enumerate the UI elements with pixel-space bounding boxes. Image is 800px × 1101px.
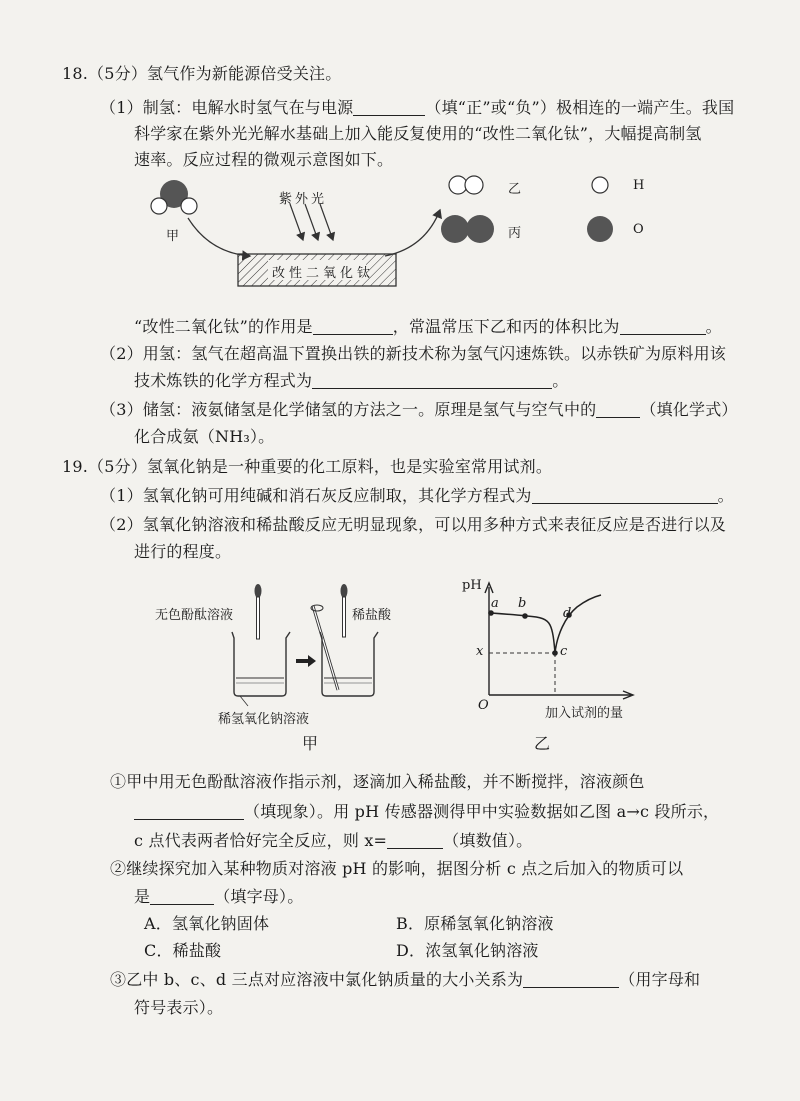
q19-s2-text-b: （填字母）。	[214, 887, 304, 906]
label-point-a: a	[491, 596, 499, 611]
q19-s2-text-a: 是	[134, 887, 151, 906]
answer-blank[interactable]	[620, 318, 706, 335]
reaction-diagram	[140, 168, 660, 303]
q18-p1-text-a: （1）制氢：电解水时氢气在与电源	[100, 98, 354, 117]
label-point-b: b	[518, 596, 527, 611]
q19-p1-text-a: （1）氢氧化钠可用纯碱和消石灰反应制取，其化学方程式为	[100, 486, 532, 505]
water-molecule	[151, 180, 197, 214]
option-a[interactable]: A．氢氧化钠固体	[144, 914, 270, 933]
answer-blank[interactable]	[150, 888, 214, 905]
q19-s1-line1: ①甲中用无色酚酞溶液作指示剂，逐滴加入稀盐酸，并不断搅拌，溶液颜色	[110, 772, 645, 791]
point-c	[552, 650, 558, 656]
q18-part2-line2	[134, 370, 568, 392]
q19-part1	[100, 485, 734, 507]
beaker-left	[232, 632, 290, 696]
q18-p2-text-b: 。	[552, 371, 569, 390]
answer-blank[interactable]	[596, 401, 640, 418]
dropper-left	[255, 584, 262, 639]
q18-p3-text-b: （填化学式）	[640, 400, 738, 419]
label-phenolphthalein: 无色酚酞溶液	[155, 608, 234, 623]
label-point-c: c	[560, 644, 568, 659]
answer-blank[interactable]	[353, 99, 425, 116]
answer-blank[interactable]	[387, 832, 443, 849]
q18-part1-line3: 速率。反应过程的微观示意图如下。	[134, 150, 394, 169]
label-yi: 乙	[508, 182, 522, 197]
q18-p1-text-c: “改性二氧化钛”的作用是	[134, 317, 313, 336]
q19-part2-line2: 进行的程度。	[134, 542, 232, 561]
label-naoh-solution: 稀氢氧化钠溶液	[218, 712, 310, 727]
label-catalyst: 改性二氧化钛	[272, 266, 375, 281]
q19-s2-line2	[134, 886, 303, 908]
q19-part2-line1: （2）氢氧化钠溶液和稀盐酸反应无明显现象，可以用多种方式来表征反应是否进行以及	[100, 515, 726, 534]
point-a	[488, 610, 494, 616]
legend-o: O	[633, 222, 644, 237]
q19-title: 19.（5分）氢氧化钠是一种重要的化工原料，也是实验室常用试剂。	[62, 457, 553, 476]
q18-p1-text-e: 。	[705, 317, 722, 336]
q19-s1-text-a: （填现象）。用 pH 传感器测得甲中实验数据如乙图 a→c 段所示，	[244, 802, 720, 821]
axis-label-ph: pH	[462, 578, 482, 593]
q19-s2-line1: ②继续探究加入某种物质对溶液 pH 的影响，据图分析 c 点之后加入的物质可以	[110, 859, 684, 878]
option-d[interactable]: D．浓氢氧化钠溶液	[396, 941, 539, 960]
q19-s3-text-b: （用字母和	[619, 970, 701, 989]
arrow-right	[385, 210, 440, 256]
q18-part3-line1	[100, 399, 738, 421]
caption-yi: 乙	[534, 734, 551, 753]
q18-part1-line1	[100, 97, 734, 119]
option-c[interactable]: C．稀盐酸	[144, 941, 222, 960]
q18-part2-line1: （2）用氢：氢气在超高温下置换出铁的新技术称为氢气闪速炼铁。以赤铁矿为原料用该	[100, 344, 726, 363]
label-point-d: d	[563, 606, 572, 621]
q19-p1-text-b: 。	[717, 486, 734, 505]
caption-jia: 甲	[302, 734, 319, 753]
arrow-left	[188, 218, 250, 256]
label-uv: 紫外光	[279, 192, 328, 207]
q18-part3-line2: 化合成氨（NH₃）。	[134, 427, 275, 446]
q19-s3-line2: 符号表示）。	[134, 998, 224, 1017]
q18-title: 18.（5分）氢气作为新能源倍受关注。	[62, 64, 342, 83]
q18-part1-line2: 科学家在紫外光光解水基础上加入能反复使用的“改性二氧化钛”，大幅提高制氢	[134, 124, 702, 143]
answer-blank[interactable]	[532, 487, 718, 504]
legend-h: H	[633, 178, 645, 193]
q19-s1-line3	[134, 830, 532, 852]
dropper-right	[341, 584, 348, 637]
answer-blank[interactable]	[523, 971, 619, 988]
label-bing: 丙	[508, 226, 522, 241]
q18-p1-text-b: （填“正”或“负”）极相连的一端产生。我国	[425, 98, 735, 117]
process-arrow	[296, 655, 316, 667]
q19-s3-line1	[110, 969, 700, 991]
label-jia: 甲	[166, 229, 180, 244]
q18-p3-text-a: （3）储氢：液氨储氢是化学储氢的方法之一。原理是氢气与空气中的	[100, 400, 597, 419]
answer-blank[interactable]	[313, 318, 393, 335]
q19-s3-text-a: ③乙中 b、c、d 三点对应溶液中氯化钠质量的大小关系为	[110, 970, 524, 989]
option-b[interactable]: B．原稀氢氧化钠溶液	[396, 914, 554, 933]
q18-p2-text-a: 技术炼铁的化学方程式为	[134, 371, 313, 390]
q19-s1-line2	[134, 801, 719, 823]
label-hcl: 稀盐酸	[352, 608, 392, 623]
ph-curve	[491, 595, 601, 653]
answer-blank[interactable]	[134, 803, 244, 820]
q18-p1-text-d: ，常温常压下乙和丙的体积比为	[392, 317, 620, 336]
axis-label-x: 加入试剂的量	[545, 706, 624, 721]
label-x: x	[476, 644, 484, 659]
q18-part1-line4	[134, 316, 722, 338]
label-origin: O	[478, 698, 489, 713]
q19-s1-text-c: （填数值）。	[443, 831, 533, 850]
answer-blank[interactable]	[312, 372, 552, 389]
q19-s1-text-b: c 点代表两者恰好完全反应，则 x=	[134, 831, 388, 850]
point-b	[522, 613, 528, 619]
